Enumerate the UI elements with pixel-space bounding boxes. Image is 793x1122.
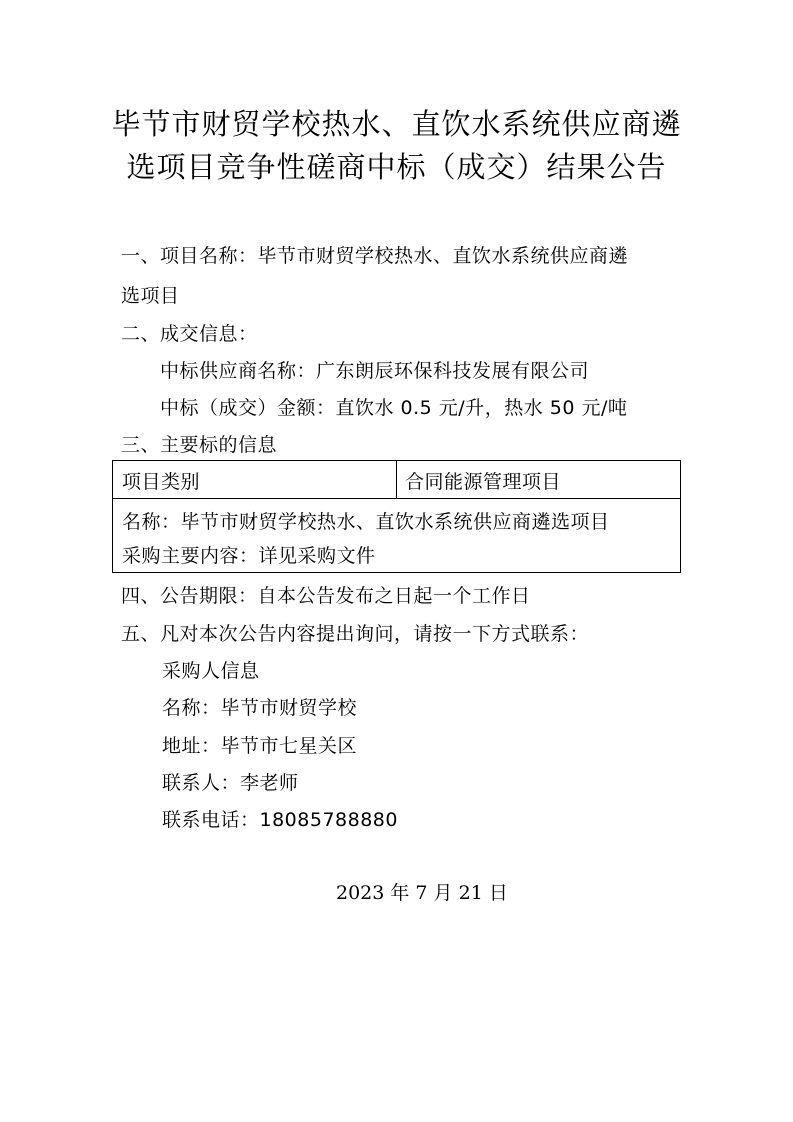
winning-supplier: 中标供应商名称：广东朗辰环保科技发展有限公司 bbox=[160, 360, 590, 382]
table-row bbox=[113, 461, 680, 499]
buyer-phone: 联系电话：18085788880 bbox=[162, 809, 398, 831]
table-content-line: 采购主要内容：详见采购文件 bbox=[122, 545, 376, 567]
document-title-line-1: 毕节市财贸学校热水、直饮水系统供应商遴 bbox=[111, 107, 682, 141]
contact-heading: 五、凡对本次公告内容提出询问，请按一下方式联系： bbox=[121, 623, 590, 645]
category-label-cell: 项目类别 bbox=[122, 471, 201, 493]
transaction-info-heading: 二、成交信息： bbox=[121, 323, 258, 345]
table-name-line: 名称：毕节市财贸学校热水、直饮水系统供应商遴选项目 bbox=[122, 511, 610, 533]
winning-amount: 中标（成交）金额：直饮水 0.5 元/升，热水 50 元/吨 bbox=[160, 397, 628, 419]
project-name-line-2: 选项目 bbox=[121, 285, 180, 307]
notice-date: 2023 年 7 月 21 日 bbox=[336, 882, 508, 904]
buyer-contact-person: 联系人：李老师 bbox=[162, 772, 299, 794]
project-name-line-1: 一、项目名称：毕节市财贸学校热水、直饮水系统供应商遴 bbox=[121, 245, 629, 267]
buyer-address: 地址：毕节市七星关区 bbox=[162, 735, 358, 757]
document-title-line-2: 选项目竞争性磋商中标（成交）结果公告 bbox=[126, 150, 667, 184]
category-value-cell: 合同能源管理项目 bbox=[405, 471, 562, 493]
subject-info-table bbox=[112, 460, 681, 573]
notice-period: 四、公告期限：自本公告发布之日起一个工作日 bbox=[121, 585, 531, 607]
buyer-name: 名称：毕节市财贸学校 bbox=[162, 697, 358, 719]
table-column-divider bbox=[396, 461, 397, 499]
buyer-info-label: 采购人信息 bbox=[162, 660, 260, 682]
subject-info-heading: 三、主要标的信息 bbox=[121, 434, 278, 456]
